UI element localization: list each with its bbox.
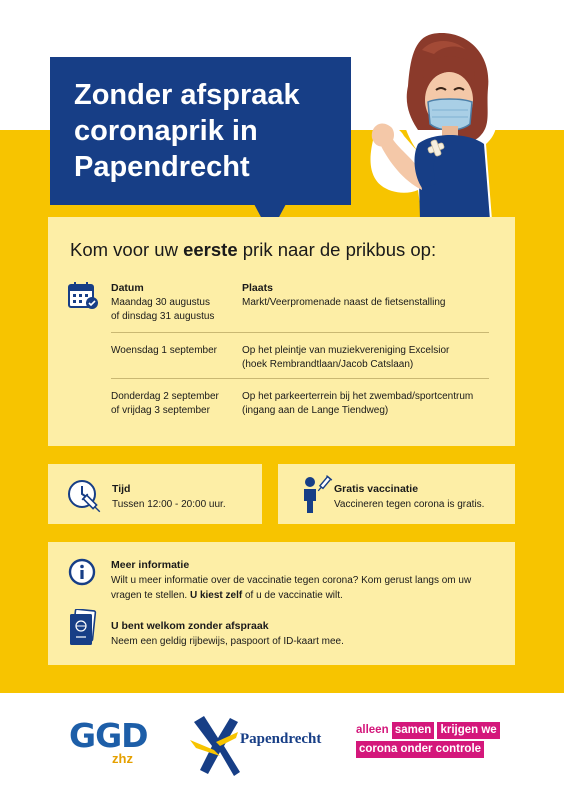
info-card — [48, 542, 515, 665]
slogan-line-2: corona onder controle — [356, 741, 484, 758]
time-text: Tussen 12:00 - 20:00 uur. — [112, 499, 226, 510]
ggd-logo: GGD — [69, 716, 148, 755]
header-date: Datum — [111, 282, 144, 294]
intro-text: Kom voor uw eerste prik naar de prikbus op: — [70, 239, 437, 260]
row-date: Woensdag 1 september — [111, 345, 217, 356]
divider — [111, 378, 489, 379]
title-line-3: Papendrecht — [74, 151, 250, 183]
info-icon — [68, 558, 96, 586]
info-text: Wilt u meer informatie over de vaccinatie tegen corona? Kom gerust langs om uw vragen te stellen. U kiest zelf of u de vaccinatie wilt. — [111, 575, 472, 601]
slogan-line-1: alleen samen krijgen we — [356, 722, 500, 739]
row-place: Op het parkeerterrein bij het zwembad/sportcentrum — [242, 391, 474, 402]
row-date: of dinsdag 31 augustus — [111, 311, 215, 322]
time-card — [48, 464, 262, 524]
free-title: Gratis vaccinatie — [334, 483, 419, 495]
row-place: (hoek Rembrandtlaan/Jacob Catslaan) — [242, 359, 414, 370]
papendrecht-logo-text: Papendrecht — [240, 731, 322, 747]
row-date: Donderdag 2 september — [111, 391, 219, 402]
row-date: of vrijdag 3 september — [111, 405, 210, 416]
time-title: Tijd — [112, 483, 131, 495]
free-text: Vaccineren tegen corona is gratis. — [334, 499, 485, 510]
header-place: Plaats — [242, 282, 273, 294]
calendar-icon — [68, 282, 100, 310]
title-line-2: coronaprik in — [74, 115, 258, 147]
row-place: Markt/Veerpromenade naast de fietsenstalling — [242, 297, 446, 308]
schedule-card — [48, 217, 515, 446]
headline-box — [50, 57, 351, 205]
free-vaccination-card — [278, 464, 515, 524]
person-illustration — [362, 20, 512, 220]
passport-icon — [69, 609, 97, 647]
row-place: (ingang aan de Lange Tiendweg) — [242, 405, 389, 416]
clock-syringe-icon — [66, 478, 104, 514]
info-title: Meer informatie — [111, 559, 190, 571]
divider — [111, 332, 489, 333]
papendrecht-logo-icon — [190, 716, 240, 778]
vaccination-person-icon — [300, 474, 334, 514]
row-date: Maandag 30 augustus — [111, 297, 210, 308]
welcome-title: U bent welkom zonder afspraak — [111, 620, 269, 632]
ggd-logo-sub: zhz — [112, 751, 133, 766]
welcome-text: Neem een geldig rijbewijs, paspoort of ID-kaart mee. — [111, 636, 344, 647]
page-title — [74, 77, 341, 185]
title-line-1: Zonder afspraak — [74, 79, 300, 111]
row-place: Op het pleintje van muziekvereniging Excelsior — [242, 345, 450, 356]
